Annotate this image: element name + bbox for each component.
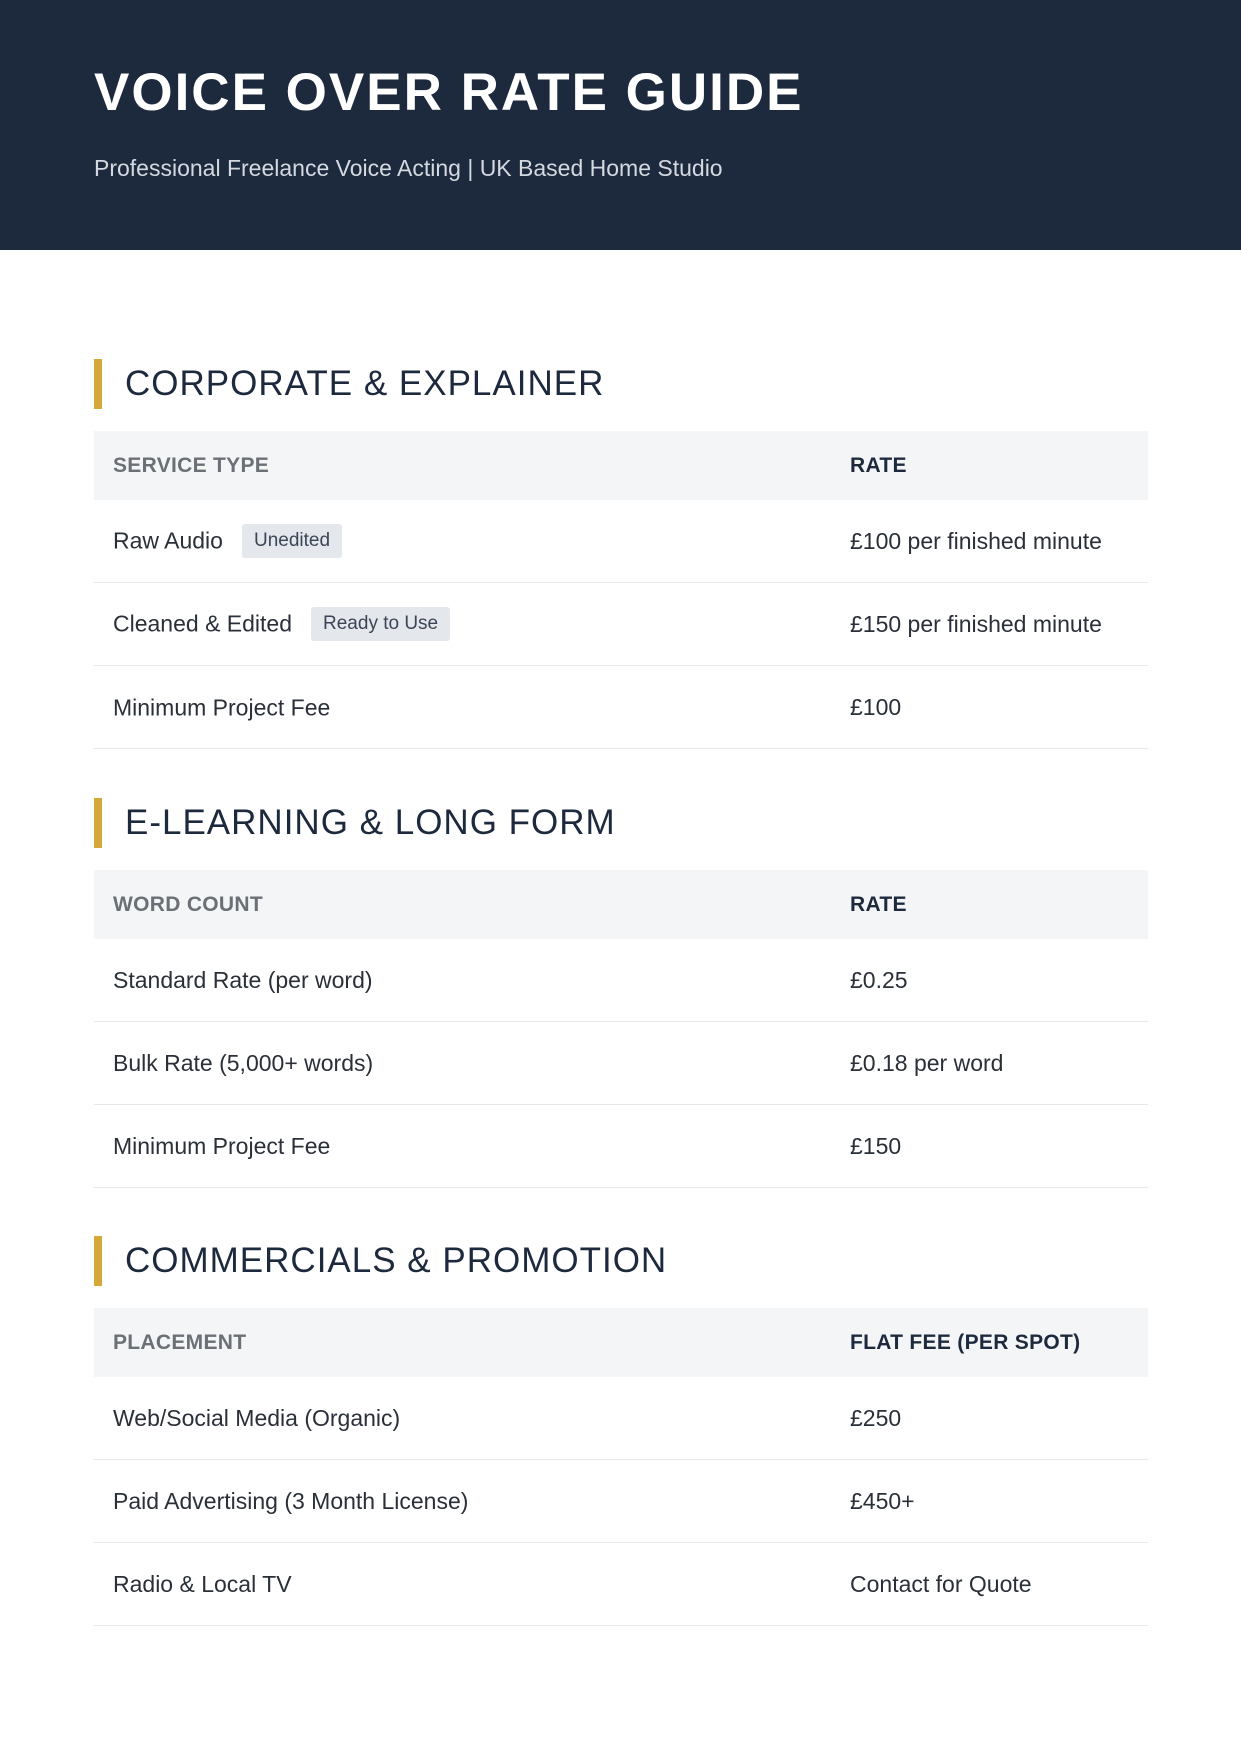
table-row bbox=[94, 1377, 1148, 1460]
accent-bar bbox=[94, 1236, 102, 1286]
accent-bar bbox=[94, 798, 102, 848]
service-label: Minimum Project Fee bbox=[113, 694, 331, 721]
rate-cell: £150 bbox=[831, 1105, 1148, 1188]
page-header bbox=[0, 0, 1241, 250]
column-header: SERVICE TYPE bbox=[94, 431, 831, 500]
table-header-row bbox=[94, 1308, 1148, 1377]
rate-cell: £150 per finished minute bbox=[831, 583, 1148, 666]
service-label: Raw Audio bbox=[113, 527, 223, 554]
rate-cell: £250 bbox=[831, 1377, 1148, 1460]
page-title: VOICE OVER RATE GUIDE bbox=[94, 63, 804, 122]
rate-cell: £0.18 per word bbox=[831, 1022, 1148, 1105]
table-header-row bbox=[94, 431, 1148, 500]
rate-cell: £0.25 bbox=[831, 939, 1148, 1022]
rate-cell: £100 per finished minute bbox=[831, 500, 1148, 583]
table-row bbox=[94, 583, 1148, 666]
section-elearning-long-form bbox=[94, 798, 1148, 1188]
table-row bbox=[94, 1543, 1148, 1626]
section-heading bbox=[94, 359, 1148, 409]
table-row bbox=[94, 1460, 1148, 1543]
column-header: WORD COUNT bbox=[94, 870, 831, 939]
service-cell: Web/Social Media (Organic) bbox=[94, 1377, 831, 1460]
section-heading bbox=[94, 798, 1148, 848]
table-row bbox=[94, 1022, 1148, 1105]
status-badge: Ready to Use bbox=[311, 607, 450, 641]
service-cell bbox=[94, 666, 831, 749]
service-cell bbox=[94, 500, 831, 583]
table-row bbox=[94, 1105, 1148, 1188]
service-cell: Paid Advertising (3 Month License) bbox=[94, 1460, 831, 1543]
rate-cell: £100 bbox=[831, 666, 1148, 749]
section-title: E-LEARNING & LONG FORM bbox=[125, 803, 616, 842]
rates-table bbox=[94, 870, 1148, 1188]
page-subtitle: Professional Freelance Voice Acting | UK Based Home Studio bbox=[94, 155, 723, 181]
column-header: FLAT FEE (PER SPOT) bbox=[831, 1308, 1148, 1377]
table-row bbox=[94, 500, 1148, 583]
column-header: RATE bbox=[831, 431, 1148, 500]
service-cell: Minimum Project Fee bbox=[94, 1105, 831, 1188]
table-row bbox=[94, 666, 1148, 749]
column-header: RATE bbox=[831, 870, 1148, 939]
section-commercials-promotion bbox=[94, 1236, 1148, 1626]
column-header: PLACEMENT bbox=[94, 1308, 831, 1377]
rates-table bbox=[94, 431, 1148, 749]
rate-cell: £450+ bbox=[831, 1460, 1148, 1543]
section-corporate-explainer bbox=[94, 359, 1148, 749]
status-badge: Unedited bbox=[242, 524, 342, 558]
service-cell: Radio & Local TV bbox=[94, 1543, 831, 1626]
table-row bbox=[94, 939, 1148, 1022]
section-title: CORPORATE & EXPLAINER bbox=[125, 364, 605, 403]
section-heading bbox=[94, 1236, 1148, 1286]
service-cell: Bulk Rate (5,000+ words) bbox=[94, 1022, 831, 1105]
service-cell bbox=[94, 583, 831, 666]
accent-bar bbox=[94, 359, 102, 409]
section-title: COMMERCIALS & PROMOTION bbox=[125, 1241, 668, 1280]
table-header-row bbox=[94, 870, 1148, 939]
rate-cell: Contact for Quote bbox=[831, 1543, 1148, 1626]
rates-table bbox=[94, 1308, 1148, 1626]
service-label: Cleaned & Edited bbox=[113, 610, 293, 637]
service-cell: Standard Rate (per word) bbox=[94, 939, 831, 1022]
